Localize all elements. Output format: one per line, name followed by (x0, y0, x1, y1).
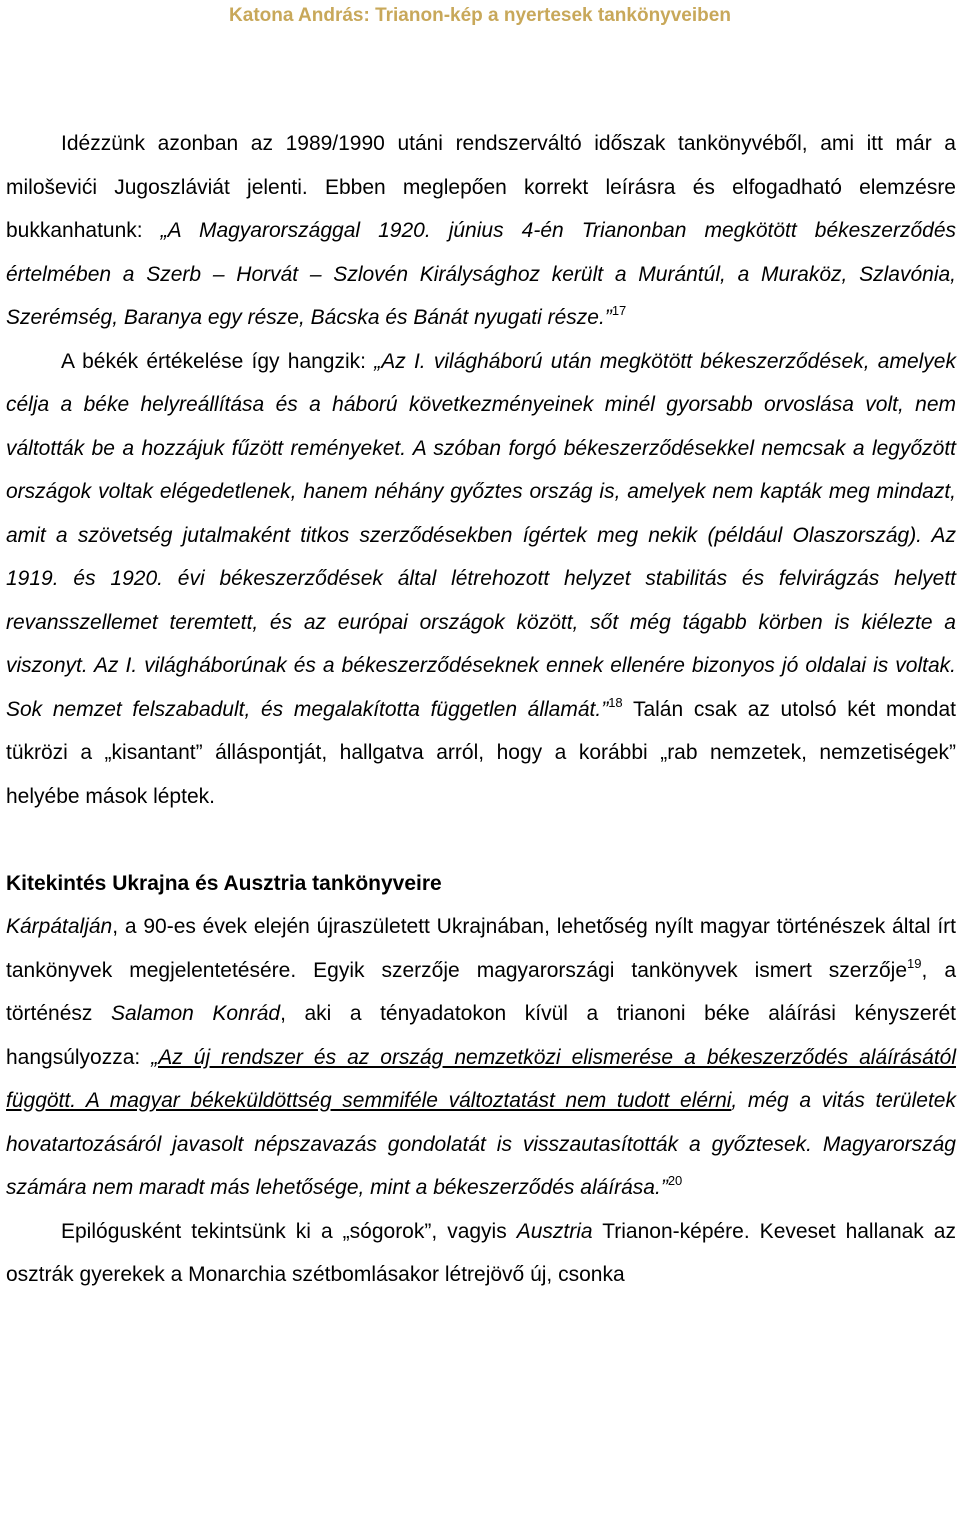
paragraph-ukraine (6, 905, 956, 1210)
place-name: Kárpátalján (6, 915, 113, 938)
footnote-ref-17: 17 (611, 303, 627, 318)
paragraph-austria (6, 1210, 956, 1297)
footnote-ref-20: 20 (667, 1173, 683, 1188)
intro-text: Idézzünk azonban az 1989/1990 utáni rendszerváltó időszak tankönyvéből, ami itt már a miloševići Jugoszláviát jelenti. Ebben meglepően korrekt leírásra és elfogadható elemzésre bukkanhatunk: (6, 132, 956, 242)
quote-underlined: „Az új rendszer és az ország nemzetközi elismerése a békeszerződés aláírásától függött. A magyar békeküldöttség semmiféle változtatást nem tudott elérni (6, 1045, 956, 1112)
evaluation-comment: Talán csak az utolsó két mondat tükrözi a „kisantant” álláspontját, hallgatva arról, hogy a korábbi „rab nemzetek, nemzetiségek” helyébe mások léptek. (6, 697, 956, 808)
paragraph-peace-evaluation (6, 340, 956, 819)
spacer (6, 818, 956, 862)
footnote-ref-19: 19 (907, 955, 922, 971)
footnote-ref-18: 18 (608, 694, 623, 710)
ukraine-text-3: , aki a tényadatokon kívül a trianoni béke aláírási kényszerét hangsúlyozza: (6, 1002, 957, 1069)
paragraph-serbian-textbook (6, 122, 956, 340)
running-header: Katona András: Trianon-kép a nyertesek tankönyveiben (229, 5, 731, 26)
country-name: Ausztria (516, 1219, 593, 1243)
author-name: Salamon Konrád (110, 1002, 281, 1025)
austria-text-1: Epilógusként tekintsünk ki a „sógorok”, vagyis (61, 1219, 517, 1243)
evaluation-intro: A békék értékelése így hangzik: (61, 349, 375, 373)
austria-text-2: Trianon-képére. Keveset hallanak az osztrák gyerekek a Monarchia szétbomlásakor létrejövő új, csonka (6, 1219, 956, 1286)
quote-treaty: „A Magyarországgal 1920. június 4-én Trianonban megkötött békeszerződés értelmében a Szerb – Horvát – Szlovén Királysághoz került a Murántúl, a Muraköz, Szlavónia, Szerémség, Baranya egy része, Bácska és Bánát nyugati része.” (6, 219, 957, 329)
ukraine-text-1: , a 90-es évek elején újraszületett Ukrajnában, lehetőség nyílt magyar történészek által írt tankönyvek megjelentetésére. Egyik szerzője magyarországi tankönyvek ismert szerzője (6, 915, 956, 982)
quote-evaluation: „Az I. világháború után megkötött békeszerződések, amelyek célja a béke helyreállítása és a háború következményeinek minél gyorsabb orvoslása volt, nem váltották be a hozzájuk fűzött reményeket. A szóban forgó békeszerződésekkel nemcsak a legyőzött országok voltak elégedetlenek, hanem néhány győztes ország is, amelyek nem kapták meg mindazt, amit a szövetség jutalmaként titkos szerződésekben ígértek meg nekik (például Olaszország). Az 1919. és 1920. évi békeszerződések által létrehozott helyzet stabilitás és felvirágzás helyett revansszellemet teremtett, és az európai országok között, sőt még tágabb körben is kiélezte a viszonyt. Az I. világháborúnak és a békeszerződéseknek ennek ellenére bizonyos jó oldalai is voltak. Sok nemzet felszabadult, és megalakította független államát.” (6, 349, 956, 721)
section-heading: Kitekintés Ukrajna és Ausztria tankönyveire (6, 871, 442, 895)
ukraine-text-2: , a történész (6, 958, 956, 1025)
document-body (6, 122, 956, 1297)
quote-continuation: , még a vitás területek hovatartozásáról javasolt népszavazás gondolatát is visszautasították a győztesek. Magyarország számára nem maradt más lehetősége, mint a békeszerződés aláírása.” (6, 1089, 956, 1199)
